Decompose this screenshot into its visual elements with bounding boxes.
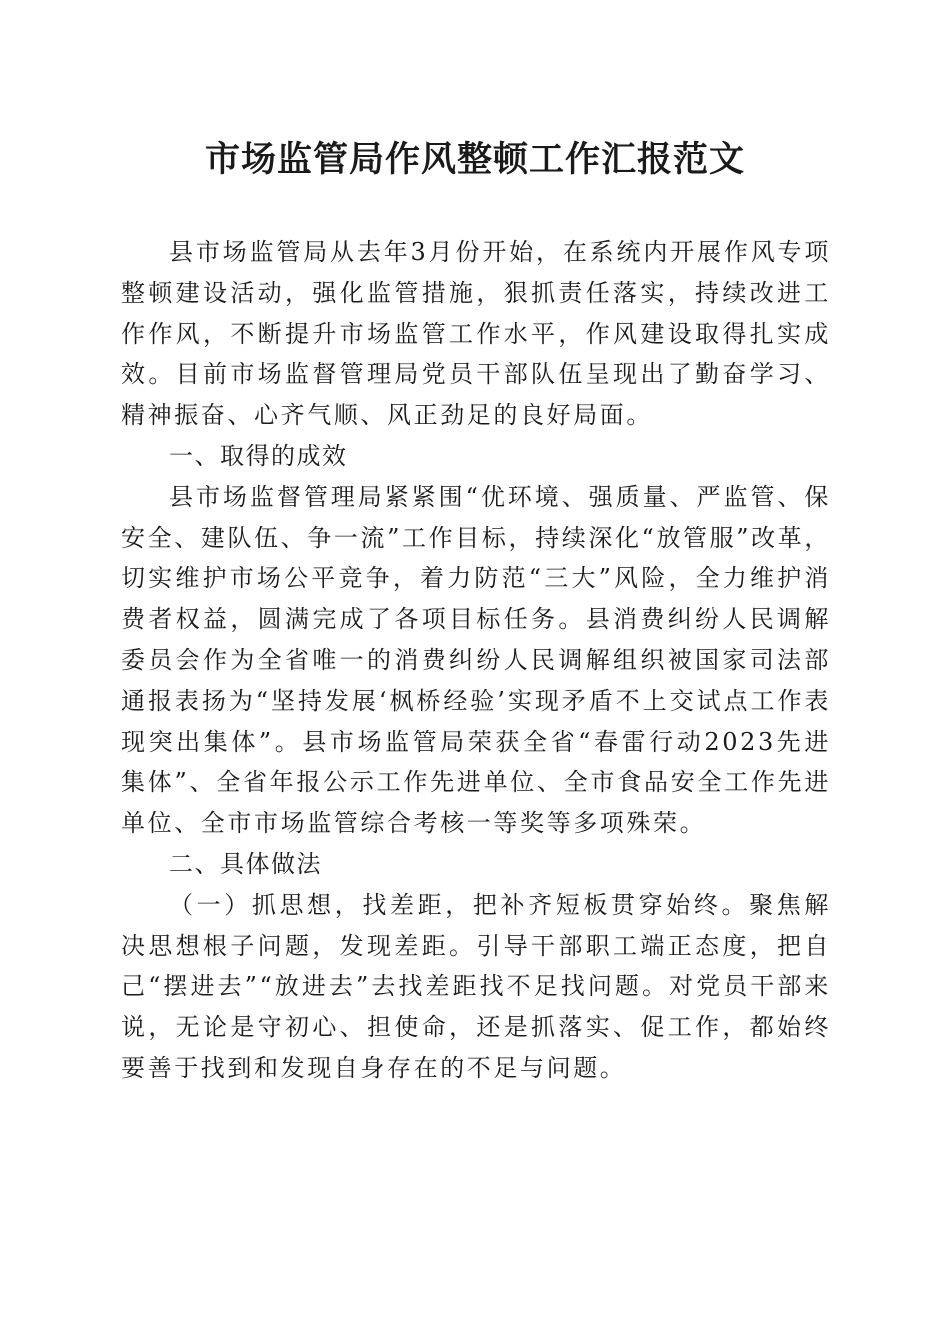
intro-paragraph: 县市场监管局从去年3月份开始，在系统内开展作风专项整顿建设活动，强化监管措施，狠抓责任落实，持续改进工作作风，不断提升市场监管工作水平，作风建设取得扎实成效。目前市场监督管理局党员干部队伍呈现出了勤奋学习、精神振奋、心齐气顺、风正劲足的良好局面。	[121, 238, 831, 430]
document-body	[121, 232, 831, 1089]
achievements-paragraph: 县市场监督管理局紧紧围“优环境、强质量、严监管、保安全、建队伍、争一流”工作目标，持续深化“放管服”改革，切实维护市场公平竞争，着力防范“三大”风险，全力维护消费者权益，圆满完成了各项目标任务。县消费纠纷人民调解委员会作为全省唯一的消费纠纷人民调解组织被国家司法部通报表扬为“坚持发展‘枫桥经验’实现矛盾不上交试点工作表现突出集体”。县市场监管局荣获全省“春雷行动2023先进集体”、全省年报公示工作先进单位、全市食品安全工作先进单位、全市市场监管综合考核一等奖等多项殊荣。	[121, 482, 831, 838]
section-heading-practices: 二、具体做法	[169, 849, 322, 878]
document-title: 市场监管局作风整顿工作汇报范文	[204, 139, 745, 180]
section-heading-achievements: 一、取得的成效	[169, 441, 348, 470]
practices-paragraph: （一）抓思想，找差距，把补齐短板贯穿始终。聚焦解决思想根子问题，发现差距。引导干部职工端正态度，把自己“摆进去”“放进去”去找差距找不足找问题。对党员干部来说，无论是守初心、担使命，还是抓落实、促工作，都始终要善于找到和发现自身存在的不足与问题。	[121, 890, 831, 1082]
